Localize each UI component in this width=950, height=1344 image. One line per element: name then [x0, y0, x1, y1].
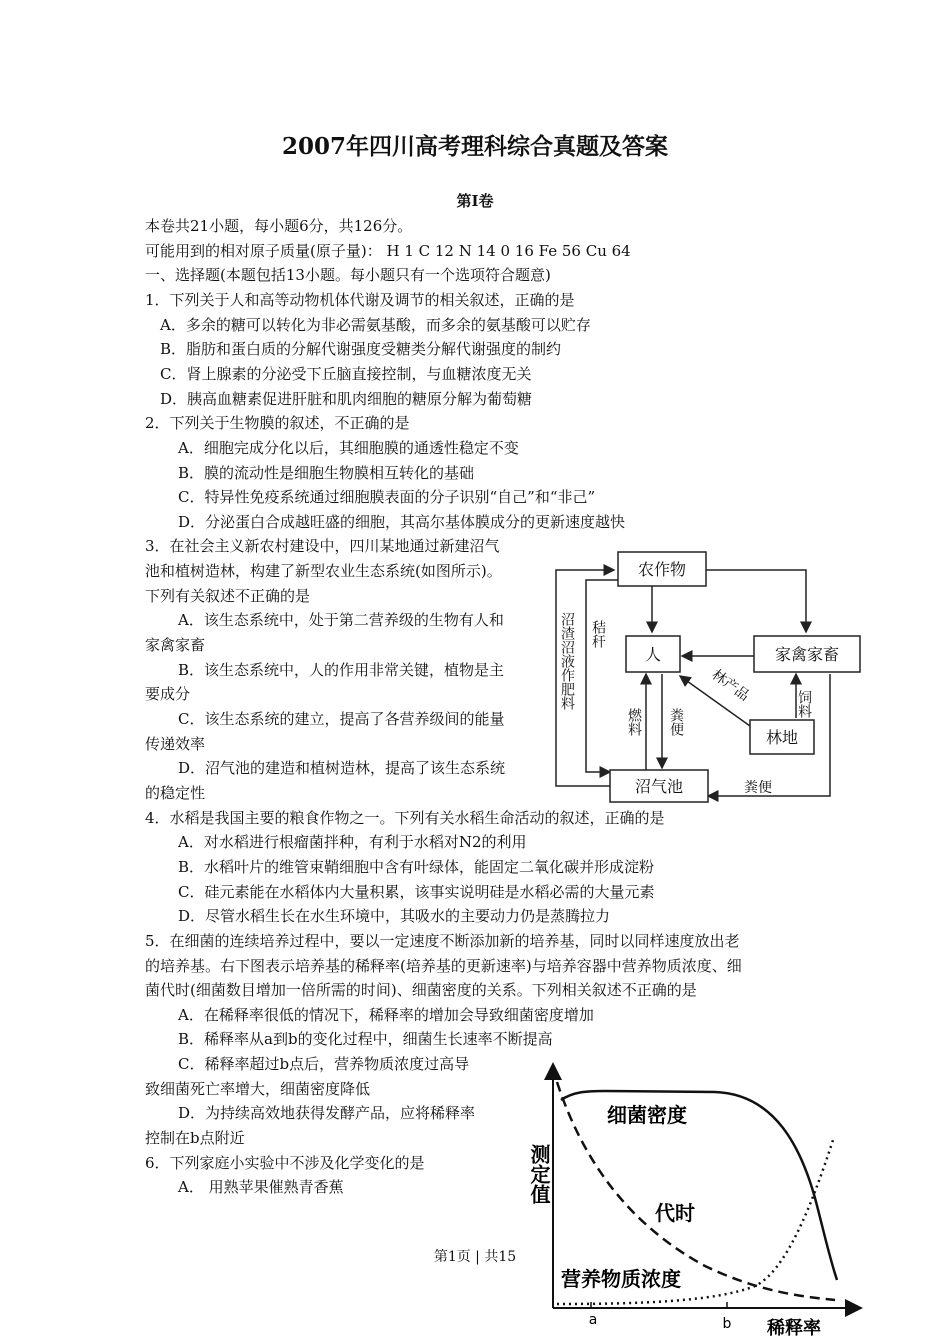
text-line: 的稳定性	[145, 783, 206, 802]
ecosystem-diagram	[548, 546, 864, 806]
text-line: A．在稀释率很低的情况下，稀释率的增加会导致细菌密度增加	[178, 1005, 594, 1024]
text-line: B．稀释率从a到b的变化过程中，细菌生长速率不断提高	[178, 1030, 553, 1049]
text-line: D．胰高血糖素促进肝脏和肌肉细胞的糖原分解为葡萄糖	[160, 389, 533, 408]
text-line: 3．在社会主义新农村建设中，四川某地通过新建沼气	[145, 537, 500, 556]
residue-label: 沼渣沼液作肥料	[559, 612, 575, 710]
fuel-label: 燃料	[626, 708, 642, 736]
text-line: C．该生态系统的建立，提高了各营养级间的能量	[178, 710, 505, 728]
x-tick-label-b: b	[722, 1316, 732, 1332]
livestock-label: 家禽家畜	[774, 645, 840, 664]
series-label-bacteria-density: 细菌密度	[607, 1103, 687, 1127]
text-line: C．特异性免疫系统通过细胞膜表面的分子识别“自己”和“非己”	[178, 488, 596, 507]
feed-label: 饲料	[796, 690, 812, 718]
text-line: C．稀释率超过b点后，营养物质浓度过高导	[178, 1055, 470, 1074]
x-tick-label-a: a	[588, 1312, 598, 1328]
text-line: 本卷共21小题，每小题6分，共126分。	[145, 217, 413, 235]
text-line: C．肾上腺素的分泌受下丘脑直接控制，与血糖浓度无关	[160, 364, 532, 383]
human-label: 人	[644, 645, 662, 664]
x-axis-label: 稀释率	[767, 1318, 821, 1339]
text-line: 下列有关叙述不正确的是	[145, 586, 311, 605]
biogas-label: 沼气池	[634, 777, 684, 796]
text-line: 5．在细菌的连续培养过程中，要以一定速度不断添加新的培养基，同时以同样速度放出老	[145, 931, 740, 950]
straw-label: 秸秆	[590, 620, 606, 648]
text-line: A．多余的糖可以转化为非必需氨基酸，而多余的氨基酸可以贮存	[160, 315, 591, 334]
text-line: B．脂肪和蛋白质的分解代谢强度受糖类分解代谢强度的制约	[160, 340, 562, 359]
crops-label: 农作物	[637, 560, 687, 579]
text-line: A．对水稻进行根瘤菌拌种，有利于水稻对N2的利用	[178, 833, 527, 852]
text-line: B．该生态系统中，人的作用非常关键，植物是主	[178, 660, 505, 679]
text-line: 可能用到的相对原子质量(原子量)： H 1 C 12 N 14 0 16 Fe 56 Cu 64	[145, 241, 631, 260]
text-line: 的培养基。右下图表示培养基的稀释率(培养基的更新速率)与培养容器中营养物质浓度、细	[145, 956, 742, 975]
text-line: 家禽家畜	[145, 636, 206, 655]
text-line: A．该生态系统中，处于第二营养级的生物有人和	[178, 611, 504, 630]
text-line: A．细胞完成分化以后，其细胞膜的通透性稳定不变	[178, 438, 519, 457]
text-line: 2．下列关于生物膜的叙述，不正确的是	[145, 414, 410, 433]
text-line: A． 用熟苹果催熟青香蕉	[178, 1178, 344, 1197]
text-line: 一、选择题(本题包括13小题。每小题只有一个选项符合题意)	[145, 266, 551, 285]
text-line: 控制在b点附近	[145, 1129, 245, 1148]
series-label-nutrient-concentration: 营养物质浓度	[561, 1267, 681, 1291]
text-line: D．为持续高效地获得发酵产品，应将稀释率	[178, 1104, 476, 1123]
text-line: D．沼气池的建造和植树造林，提高了该生态系统	[178, 759, 506, 778]
text-line: 4．水稻是我国主要的粮食作物之一。下列有关水稻生命活动的叙述，正确的是	[145, 808, 665, 827]
text-line: 池和植树造林，构建了新型农业生态系统(如图所示)。	[145, 562, 502, 581]
text-line: 菌代时(细菌数目增加一倍所需的时间)、细菌密度的关系。下列相关叙述不正确的是	[145, 981, 697, 1000]
feces-label-livestock: 粪便	[744, 780, 772, 796]
text-line: C．硅元素能在水稻体内大量积累，该事实说明硅是水稻必需的大量元素	[178, 882, 655, 901]
text-line: 致细菌死亡率增大，细菌密度降低	[145, 1079, 371, 1098]
text-line: 6．下列家庭小实验中不涉及化学变化的是	[145, 1153, 425, 1172]
section-heading: 第Ⅰ卷	[456, 192, 494, 210]
y-axis-label: 测定值	[527, 1144, 551, 1204]
text-line: D．尽管水稻生长在水生环境中，其吸水的主要动力仍是蒸腾拉力	[178, 907, 611, 926]
text-line: B．水稻叶片的维管束鞘细胞中含有叶绿体，能固定二氧化碳并形成淀粉	[178, 857, 655, 876]
series-label-generation-time: 代时	[655, 1201, 695, 1225]
text-line: D．分泌蛋白合成越旺盛的细胞，其高尔基体膜成分的更新速度越快	[178, 512, 626, 531]
text-line: 传递效率	[145, 734, 206, 753]
page-footer: 第1页 | 共15	[433, 1249, 517, 1265]
text-line: B．膜的流动性是细胞生物膜相互转化的基础	[178, 463, 475, 482]
text-line: 要成分	[145, 685, 191, 704]
page-title: 2007年四川高考理科综合真题及答案	[281, 133, 668, 160]
text-line: 1．下列关于人和高等动物机体代谢及调节的相关叙述，正确的是	[145, 290, 575, 309]
bacteria-chart	[515, 1058, 870, 1340]
forest-label: 林地	[765, 728, 799, 747]
products-label: 林产品	[708, 666, 753, 705]
feces-label-human: 粪便	[668, 708, 684, 736]
